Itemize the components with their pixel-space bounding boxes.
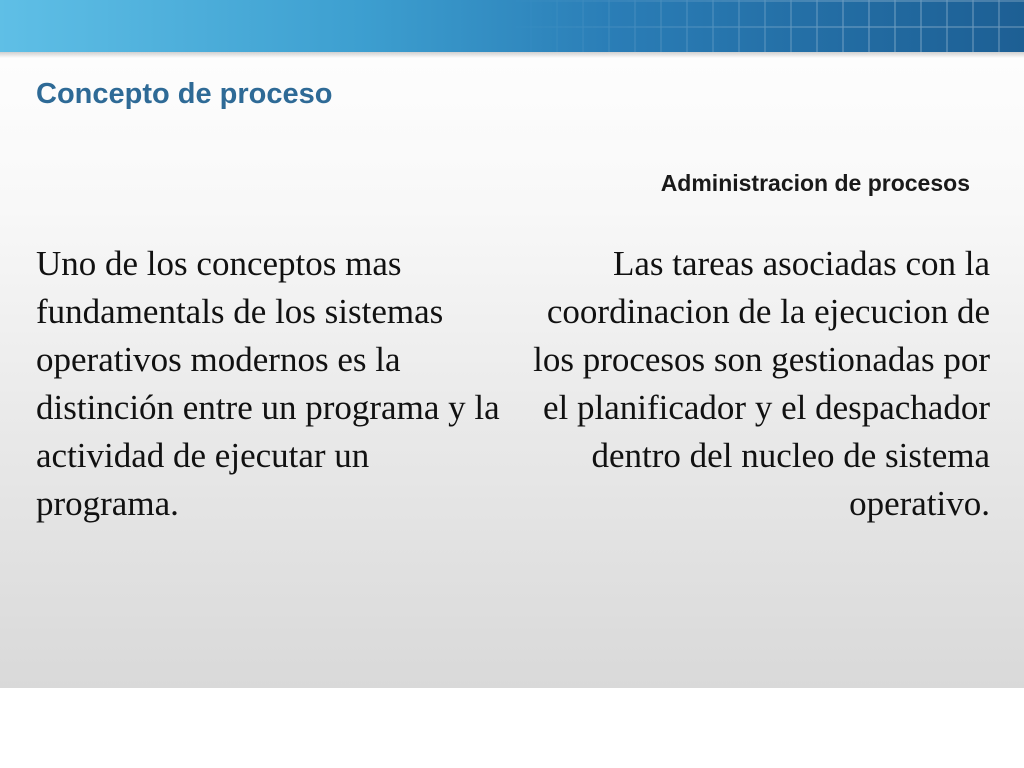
- right-paragraph: Las tareas asociadas con la coordinacion de la ejecucion de los procesos son gestionadas por el planificador y el despachador dentro del nucleo de sistema operativo.: [533, 244, 990, 523]
- left-paragraph: Uno de los conceptos mas fundamentals de los sistemas operativos modernos es la distinción entre un programa y la actividad de ejecutar un programa.: [36, 244, 500, 523]
- header-banner: [0, 0, 1024, 52]
- slide-subtitle: Administracion de procesos: [660, 170, 970, 196]
- banner-tile-pattern: [504, 0, 1024, 52]
- slide-title: Concepto de proceso: [36, 78, 333, 110]
- banner-shadow: [0, 52, 1024, 58]
